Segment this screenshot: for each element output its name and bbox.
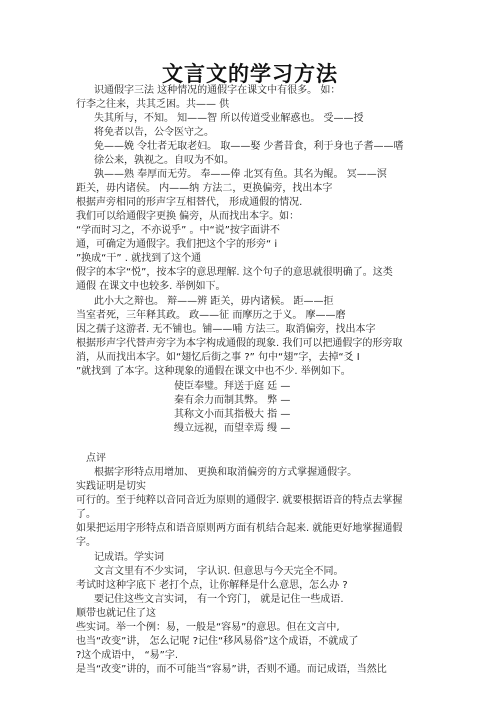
body-line-30: 要记住这些文言实词， 有一个窍门， 就是记住一些成语. xyxy=(94,594,344,605)
body-line-22: 根据字形特点用增加、 更换和取消偏旁的方式掌握通假字。 xyxy=(94,467,358,478)
body-line-1: 识通假字三法 这种情况的通假字在课文中有很多。 如： xyxy=(94,85,341,96)
body-line-24: 可行的。至于纯粹以音同音近为原则的通假字. 就要根据语音的特点去掌握 xyxy=(76,495,403,506)
body-line-20: 消，从而找出本字。如“翅忆后街之事 ?” 句中“翅”字，去掉“爻 I xyxy=(76,352,360,363)
body-line-29: 考试时这种字底下 老打个点，让你解释是什么意思，怎么办 ? xyxy=(76,580,348,591)
body-line-33: 也当“改变”讲， 怎么记呢 ?记住“移风易俗”这个成语，不就成了 xyxy=(76,636,359,647)
body-line-3: 失其所与，不知。 知——智 所以传道受业解惑也。 受——授 xyxy=(94,113,364,124)
example-line-3: 其称文小而其指极大 指 — xyxy=(174,409,291,420)
body-line-23: 实践证明是切实 xyxy=(76,481,146,492)
body-line-25: 了。 xyxy=(76,509,96,520)
body-line-35: 是当“改变”讲的，而不可能当“容易”讲，否则不通。而记成语，当然比 xyxy=(76,664,387,675)
body-line-6: 徐公来，孰视之。自叹为不如。 xyxy=(94,155,234,166)
body-line-5: 免——娩 令壮者无取老妇。 取——娶 少耆昔食，利于身也子耆——嗜 xyxy=(94,141,404,152)
body-line-4: 将免者以告，公令医守之。 xyxy=(94,127,214,138)
body-line-17: 当室者死，三年释其政。 政——征 而摩历之于义。 摩——磨 xyxy=(76,310,346,321)
body-line-32: 些实词。举一个例：易，一般是“容易”的意思。但在文言中, xyxy=(76,622,340,633)
body-line-15: 通假 在课文中也较多. 举例如下。 xyxy=(76,281,226,292)
body-line-16: 此小大之辩也。 辩——辨 距关，毋内诸候。 距——拒 xyxy=(94,296,334,307)
body-line-12: 通，可确定为通假字。我们把这个字的形旁“ i xyxy=(76,239,278,250)
section-heading-idioms: 记成语。学实词 xyxy=(94,552,164,563)
body-line-13: ”换成“干” . 就找到了这个通 xyxy=(76,253,202,264)
body-line-28: 文言文里有不少实词， 字认识. 但意思与今天完全不同。 xyxy=(94,566,344,577)
body-line-34: ?这个成语中， “易”字. xyxy=(76,650,179,661)
body-line-21: ”就找到 了本字。这种现象的通假在课文中也不少. 举例如下。 xyxy=(76,366,351,377)
body-line-10: 我们可以给通假字更换 偏旁，从而找出本字。如： xyxy=(76,211,300,222)
example-line-1: 使臣奉璧。拜送于庭 廷 — xyxy=(174,381,291,392)
body-line-9: 根据声旁相同的形声字互相替代， 形成通假的情况. xyxy=(76,197,303,208)
body-line-2: 行李之往来，共其乏困。共—— 供 xyxy=(76,99,230,110)
body-line-27: 字。 xyxy=(76,537,96,548)
body-line-11: “学而时习之，不亦说乎” 。中“说”按字面讲不 xyxy=(76,225,280,236)
page-title: 文言文的学习方法 xyxy=(162,62,338,86)
section-heading-comment: 点评 xyxy=(86,453,106,464)
body-line-31: 顺带也就记住了这 xyxy=(76,608,156,619)
example-line-2: 秦有余力而制其弊。 弊 — xyxy=(174,395,291,406)
example-line-4: 缦立远视，而望幸焉 缦 — xyxy=(174,423,291,434)
body-line-14: 假字的本字“悦”，按本字的意思理解. 这个句子的意思就很明确了。这类 xyxy=(76,267,393,278)
body-line-18: 因之孺子这游者. 无不铺也。铺——哺 方法三。取消偏旁，找出本字 xyxy=(76,324,376,335)
body-line-26: 如果把运用字形特点和语音原则两方面有机结合起来. 就能更好地掌握通假 xyxy=(76,523,403,534)
body-line-8: 距关，毋内诸侯。 内——纳 方法二，更换偏旁，找出本字 xyxy=(76,183,333,194)
body-line-7: 孰——熟 奉厚而无劳。 奉——俸 北冥有鱼。其名为鲲。 冥——溟 xyxy=(94,169,387,180)
body-line-19: 根据形声字代替声旁字为本字构成通假的现象. 我们可以把通假字的形旁取 xyxy=(76,338,403,349)
